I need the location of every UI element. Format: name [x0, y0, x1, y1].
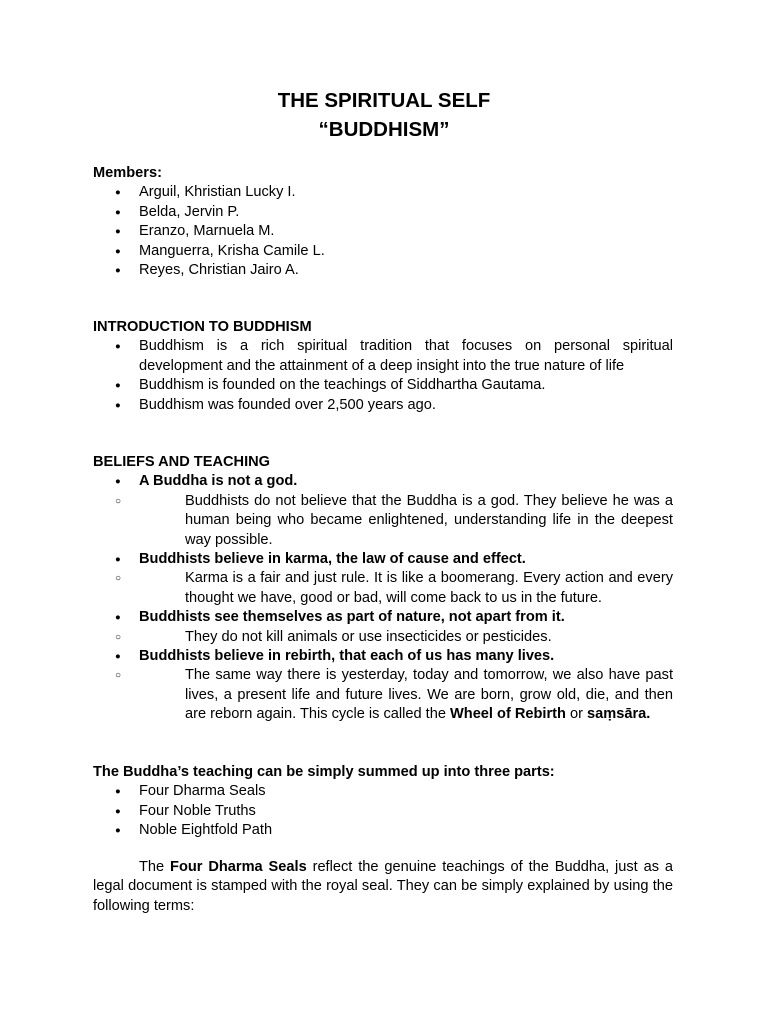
beliefs-heading: BELIEFS AND TEACHING [93, 454, 271, 470]
member-item: ● Belda, Jervin P. [93, 203, 673, 222]
belief-item [93, 472, 673, 550]
belief-detail-connector: or [565, 706, 588, 723]
introduction-point: ● Buddhism is founded on the teachings of Siddhartha Gautama. [93, 376, 673, 395]
beliefs-list [93, 472, 673, 724]
introduction-point: ● Buddhism was founded over 2,500 years ago. [93, 396, 673, 415]
belief-detail-list [93, 569, 673, 608]
introduction-point: ● Buddhism is a rich spiritual tradition that focuses on personal spiritual development and the attainment of a deep insight into the true nature of life [93, 337, 673, 376]
dharma-seals-paragraph [93, 858, 673, 916]
belief-detail: ○ Buddhists do not believe that the Buddha is a god. They believe he was a human being who became enlightened, understanding life in the deepest way possible. [93, 492, 673, 550]
document-subtitle: “BUDDHISM” [318, 118, 450, 141]
samsara-term: saṃsāra. [587, 706, 651, 723]
member-item: ● Manguerra, Krisha Camile L. [93, 242, 673, 261]
paragraph-prefix: The [139, 859, 171, 875]
introduction-section [93, 318, 673, 415]
members-heading: Members: [93, 165, 162, 181]
belief-detail: ○ They do not kill animals or use insecticides or pesticides. [93, 628, 673, 647]
belief-title: ● Buddhists believe in rebirth, that each of us has many lives. [139, 648, 555, 665]
belief-detail-list [93, 492, 673, 550]
member-item: ● Arguil, Khristian Lucky I. [93, 183, 673, 202]
belief-detail-list [93, 666, 673, 724]
belief-item [93, 647, 673, 725]
introduction-heading: INTRODUCTION TO BUDDHISM [93, 319, 312, 335]
members-section [93, 164, 673, 280]
belief-detail: ○ Karma is a fair and just rule. It is like a boomerang. Every action and every thought we have, good or bad, will come back to us in the future. [93, 569, 673, 608]
belief-title: ● Buddhists see themselves as part of nature, not apart from it. [139, 609, 565, 626]
paragraph-body: reflect the genuine teachings of the Buddha, just as a legal document is stamped with the royal seal. They can be simply explained by using the following terms: [93, 859, 674, 914]
belief-title: ● Buddhists believe in karma, the law of cause and effect. [139, 551, 526, 568]
members-list [93, 183, 673, 280]
belief-detail [93, 666, 673, 724]
teaching-part-item: ● Noble Eightfold Path [93, 821, 673, 840]
belief-item [93, 550, 673, 608]
wheel-of-rebirth-term: Wheel of Rebirth [450, 706, 566, 723]
belief-title: ● A Buddha is not a god. [139, 473, 298, 490]
belief-item [93, 608, 673, 647]
four-dharma-seals-term: Four Dharma Seals [170, 859, 307, 875]
teaching-part-item: ● Four Dharma Seals [93, 782, 673, 801]
teaching-parts-heading: The Buddha’s teaching can be simply summed up into three parts: [93, 764, 555, 780]
belief-detail-list [93, 628, 673, 647]
document-title: THE SPIRITUAL SELF [277, 89, 491, 112]
teaching-part-item: ● Four Noble Truths [93, 802, 673, 821]
teaching-parts-section [93, 763, 673, 841]
member-item: ● Eranzo, Marnuela M. [93, 222, 673, 241]
beliefs-section [93, 453, 673, 725]
member-item: ● Reyes, Christian Jairo A. [93, 261, 673, 280]
introduction-list [93, 337, 673, 415]
teaching-parts-list [93, 782, 673, 840]
belief-detail-text: The same way there is yesterday, today and tomorrow, we also have past lives, a present life and future lives. We are born, grow old, die, and then are reborn again. This cycle is called the [185, 667, 673, 723]
